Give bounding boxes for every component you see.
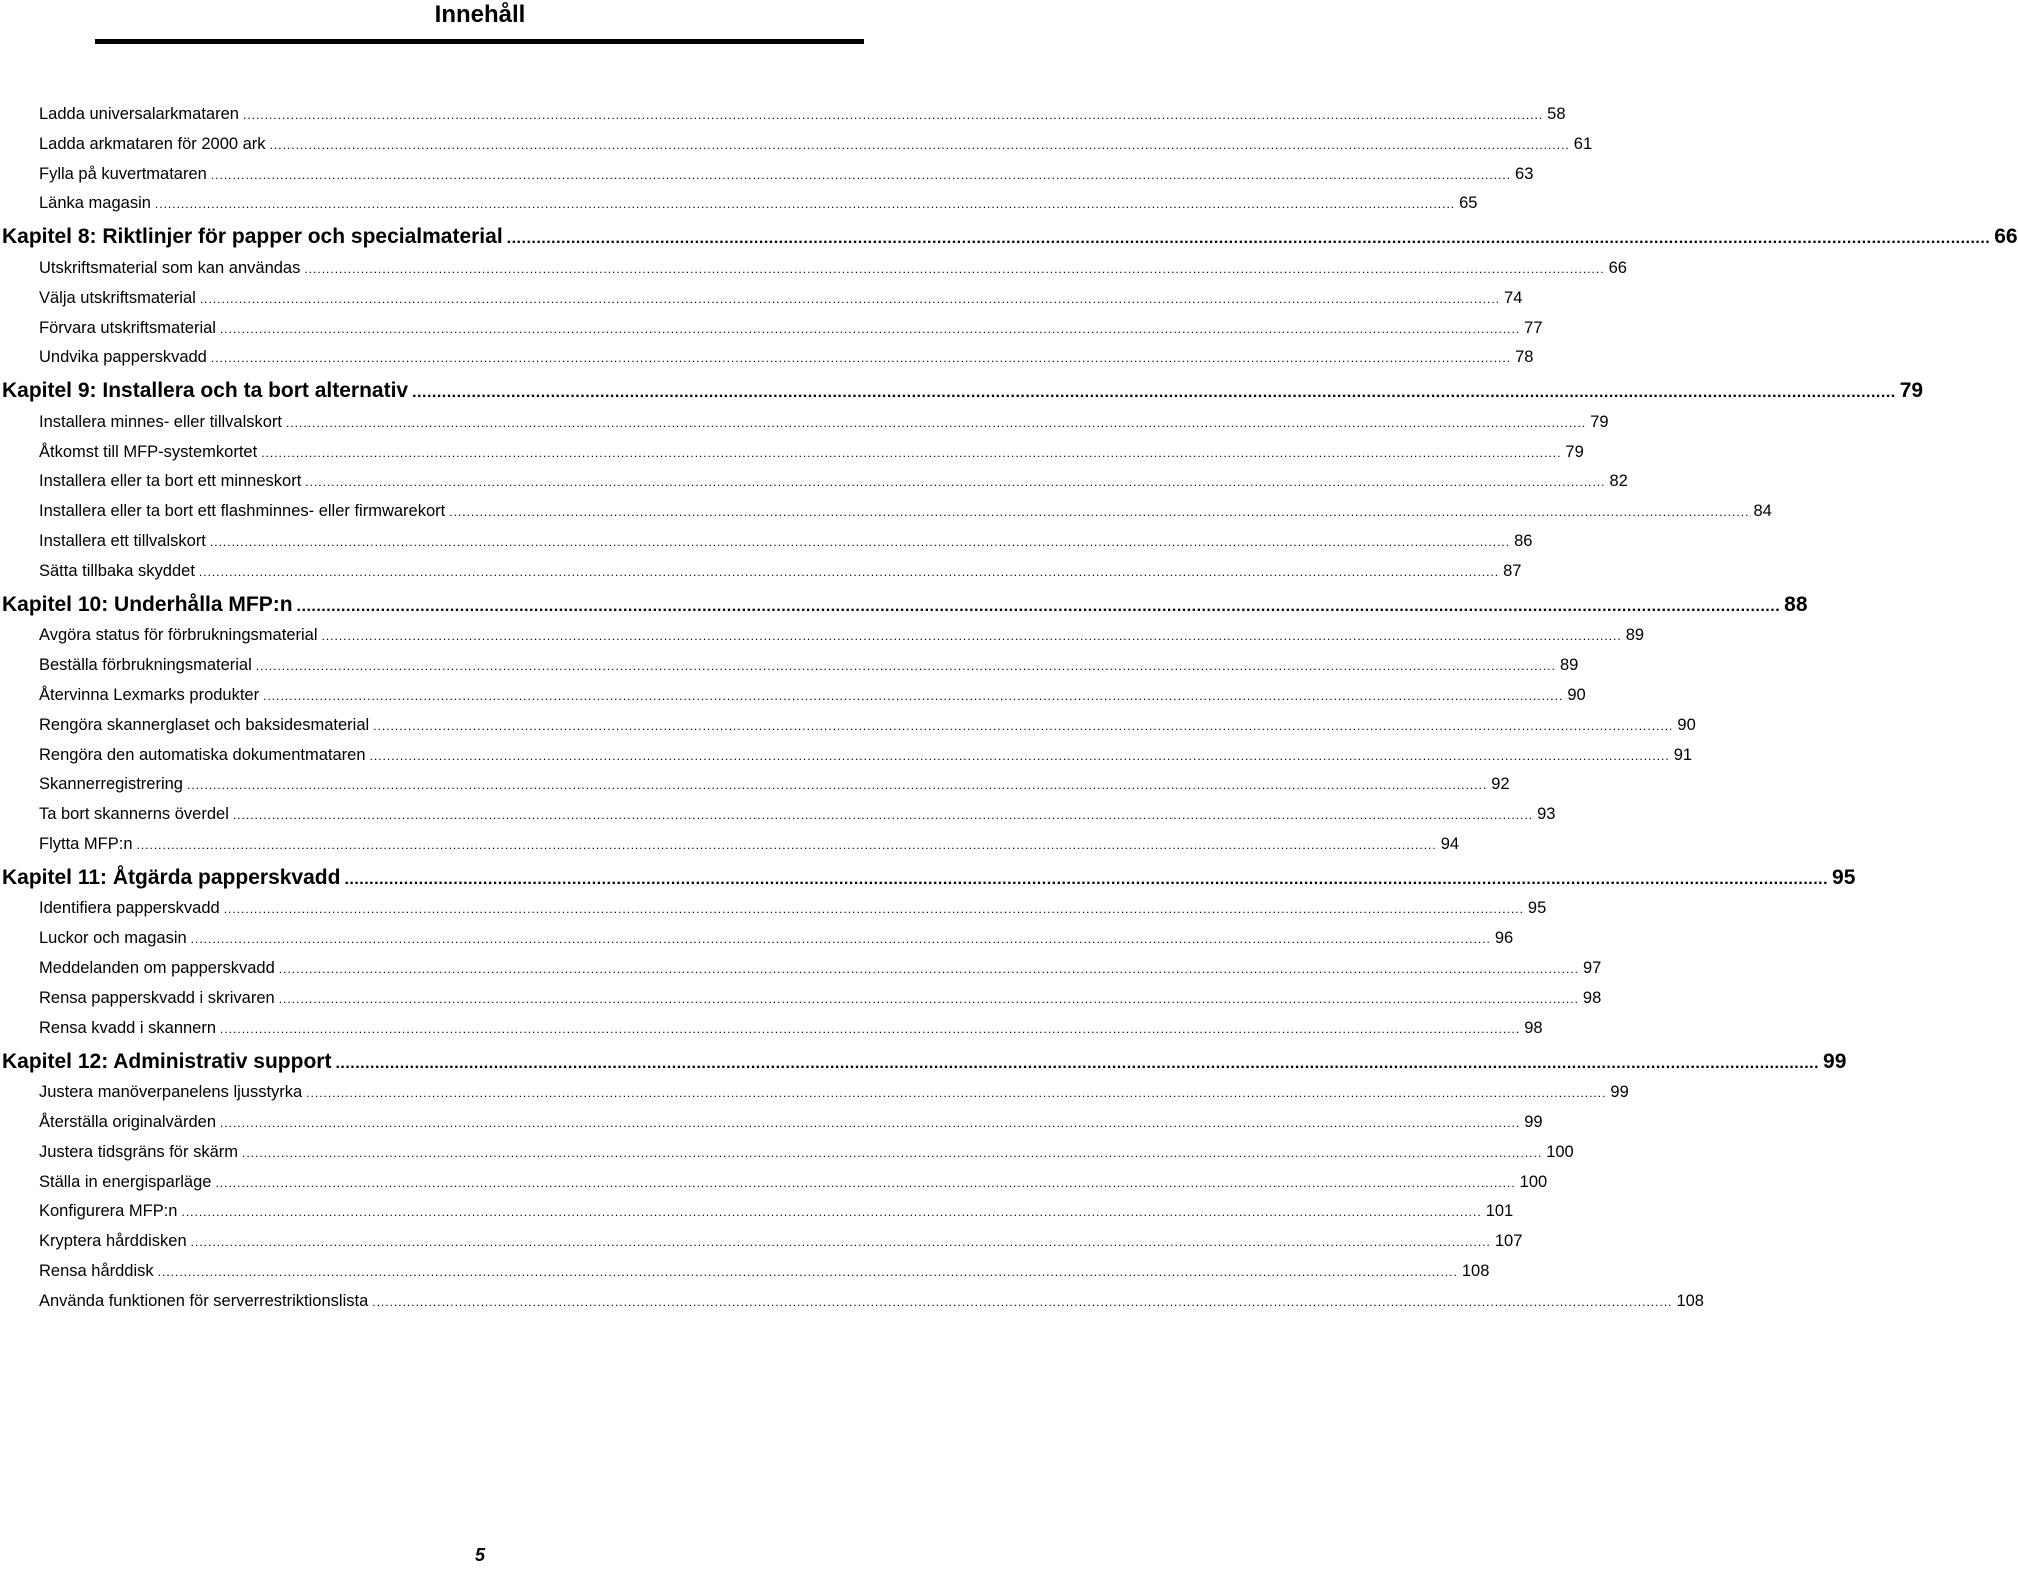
toc-entry-label: Rengöra skannerglaset och baksidesmaterial	[39, 715, 370, 734]
toc-entry[interactable]	[39, 1111, 1543, 1133]
toc-entry-page: 95	[1527, 899, 1547, 918]
toc-entry-label: Beställa förbrukningsmaterial	[39, 656, 252, 675]
toc-entry-page: 66	[1994, 225, 2018, 249]
toc-entry-label: Justera manöverpanelens ljusstyrka	[39, 1083, 303, 1102]
toc-entry-label: Utskriftsmaterial som kan användas	[39, 258, 301, 277]
toc-entry-page: 86	[1514, 532, 1533, 550]
toc-entry-label: Återställa originalvärden	[39, 1112, 217, 1131]
toc-entry-label: Avgöra status för förbrukningsmaterial	[39, 626, 318, 645]
toc-entry-label: Installera ett tillvalskort	[39, 532, 206, 550]
toc-entry[interactable]	[39, 441, 1584, 463]
toc-entry-label: Sätta tillbaka skyddet	[39, 561, 195, 580]
toc-entry-label: Ta bort skannerns överdel	[39, 805, 229, 824]
toc-entry-page: 61	[1573, 134, 1593, 153]
toc-entry-page: 98	[1582, 988, 1602, 1007]
dot-leader: ............................................................................................................................................................................................................................................................................................................	[190, 1235, 1491, 1250]
dot-leader: ............................................................................................................................................................................................................................................................................................................	[219, 321, 1521, 336]
toc-entry[interactable]	[39, 897, 1547, 919]
toc-entry[interactable]	[39, 1081, 1629, 1103]
toc-entry-page: 93	[1537, 805, 1556, 824]
toc-entry[interactable]	[39, 317, 1543, 339]
toc-entry[interactable]	[39, 411, 1609, 433]
toc-entry-page: 89	[1625, 626, 1645, 645]
dot-leader: ............................................................................................................................................................................................................................................................................................................	[181, 1205, 1482, 1220]
toc-entry[interactable]	[39, 1171, 1548, 1193]
toc-entry-page: 77	[1524, 318, 1543, 337]
toc-entry-label: Skannerregistrering	[39, 775, 183, 794]
toc-entry-label: Kapitel 11: Åtgärda papperskvadd	[2, 865, 341, 889]
dot-leader: ............................................................................................................................................................................................................................................................................................................	[209, 535, 1511, 549]
toc-entry-label: Undvika papperskvadd	[39, 348, 207, 367]
toc-entry-label: Ställa in energisparläge	[39, 1172, 212, 1191]
dot-leader: ............................................................................................................................................................................................................................................................................................................	[306, 1086, 1607, 1101]
toc-entry-page: 95	[1832, 865, 1856, 889]
toc-entry-page: 90	[1677, 715, 1696, 734]
toc-entry-label: Fylla på kuvertmataren	[39, 164, 207, 183]
dot-leader: ............................................................................................................................................................................................................................................................................................................	[255, 659, 1556, 674]
dot-leader: ............................................................................................................................................................................................................................................................................................................	[210, 351, 1512, 366]
toc-entry-page: 79	[1565, 442, 1584, 461]
toc-entry[interactable]	[39, 957, 1602, 979]
toc-entry-label: Installera eller ta bort ett minneskort	[39, 472, 302, 491]
page-number: 5	[474, 1545, 485, 1565]
toc-entry-page: 107	[1494, 1232, 1523, 1251]
toc-entry-page: 99	[1610, 1083, 1629, 1102]
toc-entry-page: 84	[1753, 502, 1772, 521]
toc-entry[interactable]	[39, 1141, 1574, 1163]
toc-entry[interactable]	[39, 624, 1645, 646]
dot-leader: ............................................................................................................................................................................................................................................................................................................	[335, 1054, 1820, 1072]
toc-entry-label: Ladda arkmataren för 2000 ark	[39, 134, 266, 153]
toc-entry[interactable]	[39, 192, 1478, 214]
toc-entry-label: Rensa kvadd i skannern	[39, 1018, 217, 1037]
dot-leader: ............................................................................................................................................................................................................................................................................................................	[210, 167, 1512, 182]
dot-leader: ............................................................................................................................................................................................................................................................................................................	[286, 415, 1587, 430]
page-title: Innehåll	[434, 1, 526, 28]
dot-leader: ............................................................................................................................................................................................................................................................................................................	[220, 1115, 1521, 1130]
toc-entry-label: Åtkomst till MFP-systemkortet	[39, 442, 258, 461]
dot-leader: ............................................................................................................................................................................................................................................................................................................	[187, 778, 1488, 793]
dot-leader: ............................................................................................................................................................................................................................................................................................................	[304, 261, 1605, 276]
toc-entry-page: 99	[1524, 1112, 1543, 1131]
toc-entry-page: 92	[1491, 775, 1510, 794]
toc-entry[interactable]	[39, 803, 1556, 825]
toc-entry-label: Rengöra den automatiska dokumentmataren	[39, 745, 366, 764]
toc-entry[interactable]	[39, 1017, 1543, 1039]
toc-entry-label: Meddelanden om papperskvadd	[39, 959, 275, 977]
toc-entry-label: Installera eller ta bort ett flashminnes- eller firmwarekort	[39, 502, 446, 521]
toc-entry-page: 100	[1546, 1142, 1574, 1161]
dot-leader: ............................................................................................................................................................................................................................................................................................................	[223, 902, 1524, 917]
dot-leader: ............................................................................................................................................................................................................................................................................................................	[305, 475, 1606, 490]
dot-leader: ............................................................................................................................................................................................................................................................................................................	[506, 230, 1991, 248]
toc-entry-label: Förvara utskriftsmaterial	[39, 318, 216, 337]
toc-entry-page: 79	[1590, 412, 1609, 431]
toc-entry-label: Kapitel 10: Underhålla MFP:n	[2, 592, 293, 616]
toc-entry[interactable]	[39, 470, 1628, 492]
toc-entry-page: 97	[1582, 959, 1602, 977]
toc-entry-label: Luckor och magasin	[39, 929, 187, 948]
toc-entry[interactable]	[39, 833, 1460, 855]
title-rule	[95, 39, 864, 44]
toc-entry-page: 78	[1515, 348, 1534, 367]
dot-leader: ............................................................................................................................................................................................................................................................................................................	[220, 1021, 1521, 1036]
toc-entry-label: Välja utskriftsmaterial	[39, 288, 196, 307]
toc-chapter-entry[interactable]	[2, 223, 2018, 251]
toc-chapter-entry[interactable]	[2, 864, 1856, 892]
dot-leader: ............................................................................................................................................................................................................................................................................................................	[241, 1145, 1543, 1160]
toc-entry[interactable]	[39, 500, 1772, 522]
toc-entry-label: Rensa hårddisk	[39, 1261, 154, 1280]
dot-leader: ............................................................................................................................................................................................................................................................................................................	[263, 688, 1564, 703]
dot-leader: ............................................................................................................................................................................................................................................................................................................	[278, 991, 1579, 1006]
toc-entry-page: 94	[1440, 834, 1460, 853]
toc-entry-page: 100	[1519, 1172, 1548, 1191]
toc-entry[interactable]	[39, 103, 1566, 125]
toc-entry-label: Kapitel 8: Riktlinjer för papper och specialmaterial	[2, 225, 503, 249]
dot-leader: ............................................................................................................................................................................................................................................................................................................	[449, 505, 1750, 520]
toc-entry-label: Konfigurera MFP:n	[39, 1202, 178, 1221]
toc-entry[interactable]	[39, 1200, 1514, 1222]
toc-entry-page: 66	[1608, 258, 1627, 277]
toc-entry-page: 101	[1485, 1202, 1514, 1221]
toc-entry-label: Installera minnes- eller tillvalskort	[39, 412, 282, 431]
dot-leader: ............................................................................................................................................................................................................................................................................................................	[198, 564, 1500, 579]
toc-entry-page: 82	[1609, 472, 1628, 491]
toc-entry-label: Länka magasin	[39, 194, 151, 213]
toc-entry-page: 63	[1515, 164, 1534, 183]
dot-leader: ............................................................................................................................................................................................................................................................................................................	[157, 1264, 1458, 1279]
toc-entry-label: Kapitel 9: Installera och ta bort alternativ	[2, 379, 409, 403]
toc-entry-page: 90	[1567, 685, 1586, 704]
toc-entry-label: Kryptera hårddisken	[39, 1232, 187, 1251]
toc-chapter-entry[interactable]	[2, 377, 1924, 405]
toc-entry[interactable]	[39, 346, 1534, 368]
dot-leader: ............................................................................................................................................................................................................................................................................................................	[154, 197, 1456, 212]
toc-entry[interactable]	[39, 530, 1533, 552]
toc-entry-page: 79	[1899, 379, 1924, 403]
dot-leader: ............................................................................................................................................................................................................................................................................................................	[372, 1294, 1673, 1309]
toc-entry-page: 91	[1673, 745, 1693, 764]
toc-entry-page: 108	[1461, 1261, 1490, 1280]
toc-entry[interactable]	[39, 1290, 1704, 1312]
toc-entry-page: 89	[1559, 656, 1579, 675]
toc-entry-page: 88	[1784, 592, 1808, 616]
dot-leader: ............................................................................................................................................................................................................................................................................................................	[199, 291, 1501, 306]
toc-entry-label: Justera tidsgräns för skärm	[39, 1142, 238, 1161]
dot-leader: ............................................................................................................................................................................................................................................................................................................	[321, 629, 1622, 644]
toc-entry[interactable]	[39, 987, 1602, 1009]
toc-entry[interactable]	[39, 133, 1593, 155]
toc-entry-page: 99	[1823, 1049, 1847, 1073]
toc-entry-label: Använda funktionen för serverrestriktionslista	[39, 1291, 369, 1310]
toc-entry-page: 87	[1503, 561, 1522, 580]
dot-leader: ............................................................................................................................................................................................................................................................................................................	[278, 962, 1579, 976]
dot-leader: ............................................................................................................................................................................................................................................................................................................	[412, 384, 1896, 402]
toc-entry-label: Rensa papperskvadd i skrivaren	[39, 988, 275, 1007]
toc-entry[interactable]	[39, 1230, 1523, 1252]
toc-entry-page: 96	[1494, 929, 1514, 948]
toc-chapter-entry[interactable]	[2, 591, 1808, 619]
toc-entry-page: 108	[1676, 1291, 1704, 1310]
toc-entry-page: 58	[1547, 105, 1566, 123]
toc-entry-label: Identifiera papperskvadd	[39, 899, 220, 918]
toc-entry[interactable]	[39, 927, 1514, 949]
toc-entry[interactable]	[39, 287, 1523, 309]
toc-entry[interactable]	[39, 257, 1627, 279]
toc-entry[interactable]	[39, 773, 1510, 795]
toc-entry-label: Kapitel 12: Administrativ support	[2, 1049, 332, 1073]
dot-leader: ............................................................................................................................................................................................................................................................................................................	[344, 870, 1829, 888]
toc-entry[interactable]	[39, 1260, 1490, 1282]
toc-entry[interactable]	[39, 560, 1522, 582]
toc-entry-page: 98	[1524, 1018, 1543, 1037]
toc-entry-label: Återvinna Lexmarks produkter	[39, 685, 260, 704]
toc-entry[interactable]	[39, 744, 1693, 766]
dot-leader: ............................................................................................................................................................................................................................................................................................................	[296, 597, 1781, 615]
dot-leader: ............................................................................................................................................................................................................................................................................................................	[373, 718, 1674, 733]
toc-entry-page: 74	[1504, 288, 1523, 307]
dot-leader: ............................................................................................................................................................................................................................................................................................................	[242, 108, 1544, 122]
toc-entry[interactable]	[39, 684, 1586, 706]
dot-leader: ............................................................................................................................................................................................................................................................................................................	[190, 932, 1491, 947]
toc-entry-label: Ladda universalarkmataren	[39, 105, 239, 123]
toc-chapter-entry[interactable]	[2, 1048, 1847, 1076]
dot-leader: ............................................................................................................................................................................................................................................................................................................	[215, 1175, 1516, 1190]
dot-leader: ............................................................................................................................................................................................................................................................................................................	[261, 445, 1562, 460]
toc-entry-page: 65	[1459, 194, 1478, 213]
toc-entry[interactable]	[39, 163, 1534, 185]
toc-entry[interactable]	[39, 714, 1696, 736]
dot-leader: ............................................................................................................................................................................................................................................................................................................	[369, 748, 1670, 763]
dot-leader: ............................................................................................................................................................................................................................................................................................................	[269, 137, 1570, 152]
toc-entry-label: Flytta MFP:n	[39, 834, 133, 853]
dot-leader: ............................................................................................................................................................................................................................................................................................................	[136, 837, 1437, 852]
toc-entry[interactable]	[39, 654, 1579, 676]
dot-leader: ............................................................................................................................................................................................................................................................................................................	[232, 808, 1534, 823]
